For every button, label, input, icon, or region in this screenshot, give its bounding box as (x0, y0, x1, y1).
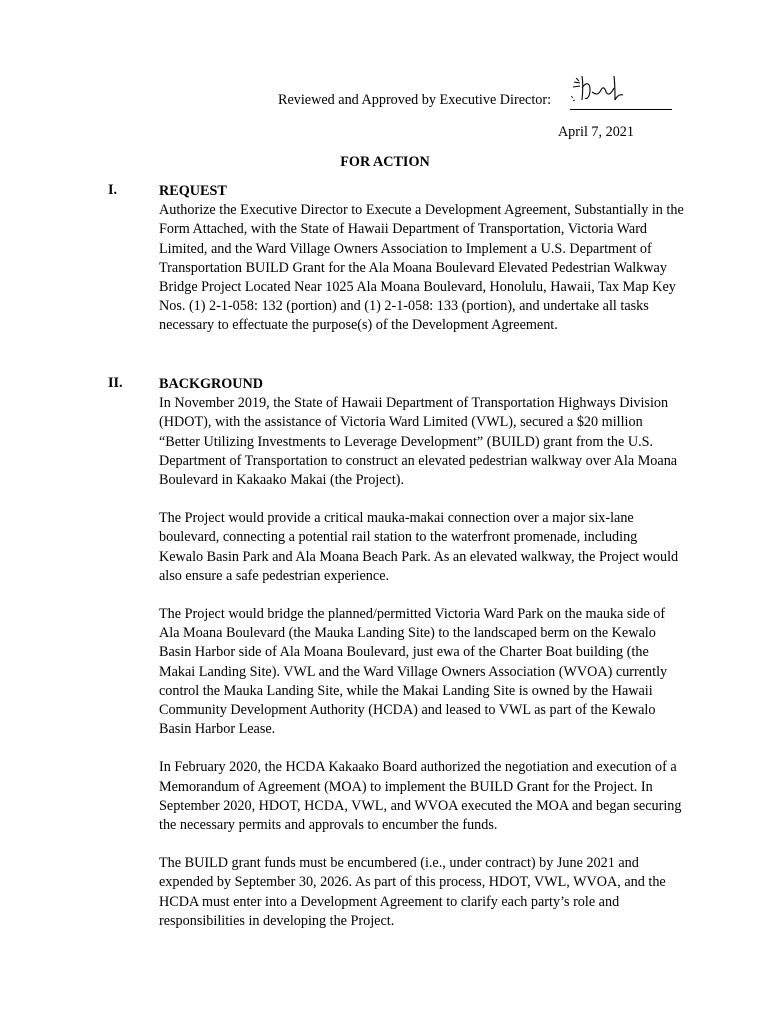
section-heading: REQUEST (159, 183, 227, 199)
paragraph: The Project would provide a critical mauka-makai connection over a major six-lane boulevard, connecting a potential rail station to the waterfront promenade, including Kewalo Basin Park and Ala Moana Beach Park. As an elevated walkway, the Project would also ensure a safe pedestrian experience. (159, 510, 679, 584)
paragraph: Authorize the Executive Director to Execute a Development Agreement, Substantially in the Form Attached, with the State of Hawaii Department of Transportation, Victoria Ward Limited, and the Ward Village Owners Association to Implement a U.S. Department of Transportation BUILD Grant for the Ala Moana Boulevard Elevated Pedestrian Walkway Bridge Project Located Near 1025 Ala Moana Boulevard, Honolulu, Hawaii, Tax Map Key Nos. (1) 2-1-058: 132 (portion) and (1) 2-1-058: 133 (portion), and undertake all tasks necessary to effectuate the purpose(s) of the Development Agreement. (159, 202, 684, 334)
section-request (159, 182, 684, 336)
signature-block (570, 70, 674, 110)
section-numeral: I. (108, 182, 118, 198)
paragraph: In November 2019, the State of Hawaii Department of Transportation Highways Division (HDOT), with the assistance of Victoria Ward Limited (VWL), secured a $20 million “Better Utilizing Investments to Leverage Development” (BUILD) grant from the U.S. Department of Transportation to construct an elevated pedestrian walkway over Ala Moana Boulevard in Kakaako Makai (the Project). (159, 395, 678, 489)
section-numeral: II. (108, 375, 123, 391)
document-title: FOR ACTION (340, 154, 430, 170)
document-date: April 7, 2021 (557, 124, 634, 140)
signature-line (570, 109, 672, 110)
approval-statement: Reviewed and Approved by Executive Director: (278, 92, 552, 108)
paragraph: The BUILD grant funds must be encumbered (i.e., under contract) by June 2021 and expended by September 30, 2026. As part of this process, HDOT, VWL, WVOA, and the HCDA must enter into a Development Agreement to clarify each party’s role and responsibilities in developing the Project. (159, 855, 666, 929)
section-background (159, 375, 684, 931)
signature-icon (570, 70, 674, 110)
paragraph: In February 2020, the HCDA Kakaako Board authorized the negotiation and execution of a Memorandum of Agreement (MOA) to implement the BUILD Grant for the Project. In September 2020, HDOT, HCDA, VWL, and WVOA executed the MOA and began securing the necessary permits and approvals to encumber the funds. (159, 759, 682, 834)
section-heading: BACKGROUND (159, 376, 264, 392)
paragraph: The Project would bridge the planned/permitted Victoria Ward Park on the mauka side of Ala Moana Boulevard (the Mauka Landing Site) to the landscaped berm on the Kewalo Basin Harbor side of Ala Moana Boulevard, just ewa of the Charter Boat building (the Makai Landing Site). VWL and the Ward Village Owners Association (WVOA) currently control the Mauka Landing Site, while the Makai Landing Site is owned by the Hawaii Community Development Authority (HCDA) and leased to VWL as part of the Kewalo Basin Harbor Lease. (159, 606, 668, 738)
